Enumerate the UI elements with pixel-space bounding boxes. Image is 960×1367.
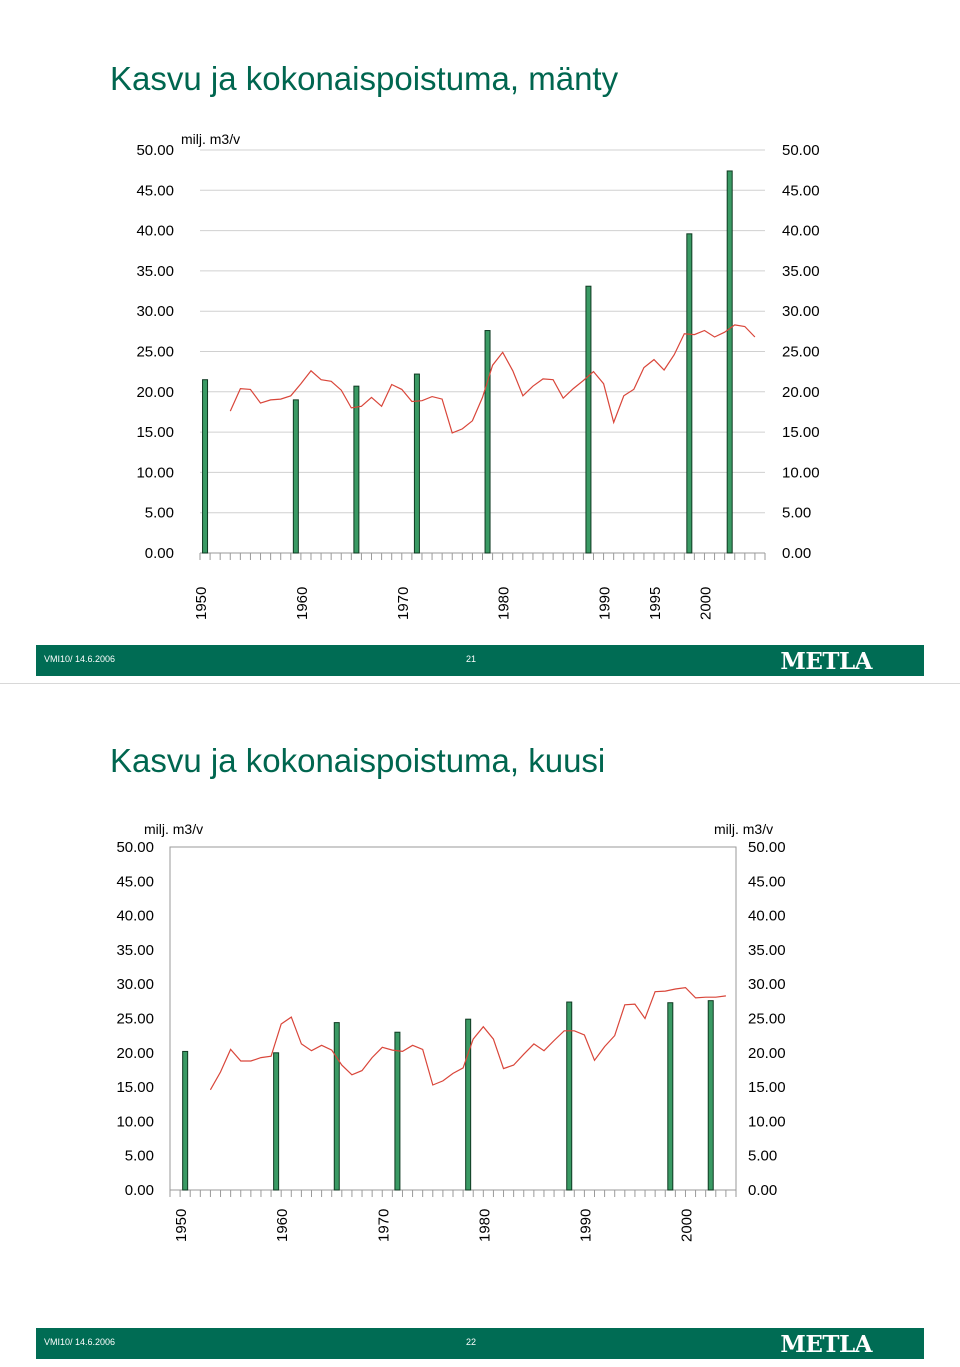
page-number: 21 (466, 654, 477, 664)
growth-bar (727, 171, 732, 553)
x-tick-label: 1970 (375, 1208, 393, 1242)
growth-bar (485, 331, 490, 553)
y-tick-label-left: 50.00 (116, 839, 154, 856)
growth-bar (334, 1023, 339, 1190)
x-tick-label: 1960 (293, 586, 311, 620)
y-tick-label-left: 20.00 (116, 1044, 154, 1062)
growth-bar (203, 380, 208, 553)
footer-text: VMI10/ 14.6.2006 (44, 654, 116, 664)
x-tick-label: 1970 (394, 586, 412, 620)
y-axis-unit-left: milj. m3/v (181, 131, 241, 147)
x-tick-label: 1980 (495, 586, 513, 620)
y-tick-label-right: 50.00 (748, 839, 786, 856)
footer-text: VMI10/ 14.6.2006 (44, 1337, 116, 1347)
x-tick-label: 2000 (697, 586, 715, 620)
y-tick-label-left: 5.00 (144, 504, 174, 522)
y-tick-label-left: 40.00 (136, 222, 174, 240)
y-tick-label-left: 5.00 (124, 1147, 154, 1165)
y-tick-label-left: 20.00 (136, 383, 174, 401)
y-tick-label-right: 50.00 (782, 142, 820, 159)
growth-bar (395, 1032, 400, 1190)
y-tick-label-right: 45.00 (782, 182, 820, 200)
growth-bar (274, 1053, 279, 1190)
y-tick-label-right: 30.00 (748, 976, 786, 994)
growth-bar (354, 386, 359, 553)
slide-footer (36, 645, 924, 676)
y-tick-label-right: 45.00 (748, 873, 786, 891)
growth-bar (183, 1051, 188, 1190)
x-tick-label: 1990 (596, 586, 614, 620)
y-axis-unit-left: milj. m3/v (144, 821, 204, 837)
slide-1 (0, 0, 960, 683)
y-tick-label-left: 35.00 (116, 941, 154, 959)
x-tick-label: 2000 (678, 1208, 696, 1242)
growth-bar (668, 1003, 673, 1190)
growth-bar (586, 286, 591, 553)
y-tick-label-left: 15.00 (116, 1079, 154, 1097)
x-tick-label: 1950 (173, 1208, 191, 1242)
x-tick-label: 1960 (274, 1208, 292, 1242)
y-tick-label-left: 35.00 (136, 262, 174, 280)
y-tick-label-right: 15.00 (782, 424, 820, 442)
y-tick-label-right: 25.00 (748, 1010, 786, 1028)
y-tick-label-right: 20.00 (782, 383, 820, 401)
growth-bar (708, 1001, 713, 1190)
x-tick-label: 1995 (647, 586, 665, 620)
y-tick-label-left: 25.00 (116, 1010, 154, 1028)
y-tick-label-left: 45.00 (116, 873, 154, 891)
y-tick-label-left: 15.00 (136, 424, 174, 442)
y-tick-label-right: 35.00 (748, 941, 786, 959)
slide-footer (36, 1328, 924, 1359)
y-tick-label-left: 10.00 (136, 464, 174, 482)
y-tick-label-left: 45.00 (136, 182, 174, 200)
slide-2 (0, 684, 960, 1367)
y-tick-label-right: 20.00 (748, 1044, 786, 1062)
y-tick-label-left: 25.00 (136, 343, 174, 361)
y-tick-label-right: 0.00 (748, 1182, 778, 1199)
y-tick-label-left: 0.00 (144, 545, 174, 562)
growth-bar (466, 1019, 471, 1190)
page-number: 22 (466, 1337, 477, 1347)
y-tick-label-left: 40.00 (116, 907, 154, 925)
growth-bar (293, 400, 298, 553)
y-tick-label-left: 10.00 (116, 1113, 154, 1131)
x-tick-label: 1980 (476, 1208, 494, 1242)
spruce-chart (0, 684, 960, 1324)
y-tick-label-right: 10.00 (782, 464, 820, 482)
y-tick-label-right: 40.00 (782, 222, 820, 240)
y-tick-label-right: 5.00 (748, 1147, 778, 1165)
growth-bar (687, 234, 692, 553)
metla-logo: METLA (780, 648, 872, 675)
y-tick-label-right: 0.00 (782, 545, 812, 562)
y-axis-unit-right: milj. m3/v (714, 821, 774, 837)
metla-logo: METLA (780, 1331, 872, 1358)
y-tick-label-right: 40.00 (748, 907, 786, 925)
y-tick-label-right: 5.00 (782, 504, 812, 522)
y-tick-label-left: 50.00 (136, 142, 174, 159)
y-tick-label-right: 30.00 (782, 303, 820, 321)
y-tick-label-right: 10.00 (748, 1113, 786, 1131)
y-tick-label-right: 35.00 (782, 262, 820, 280)
y-tick-label-left: 30.00 (136, 303, 174, 321)
slide-title: Kasvu ja kokonaispoistuma, mänty (110, 60, 619, 97)
y-tick-label-left: 30.00 (116, 976, 154, 994)
pine-chart (0, 0, 960, 640)
x-tick-label: 1990 (577, 1208, 595, 1242)
y-tick-label-right: 15.00 (748, 1079, 786, 1097)
y-tick-label-left: 0.00 (124, 1182, 154, 1199)
slide-title: Kasvu ja kokonaispoistuma, kuusi (110, 742, 606, 779)
y-tick-label-right: 25.00 (782, 343, 820, 361)
drain-line (230, 325, 755, 433)
x-tick-label: 1950 (193, 586, 210, 620)
plot-frame (170, 847, 736, 1190)
